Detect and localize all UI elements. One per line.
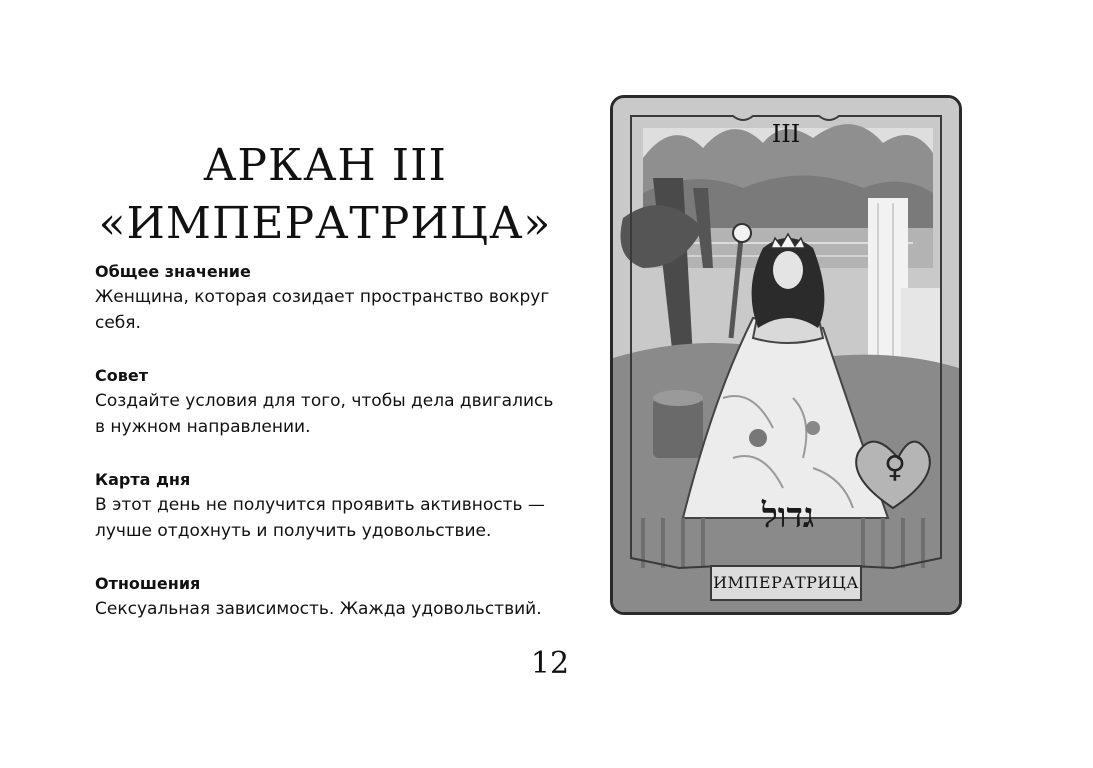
section-text-line: лучше отдохнуть и получить удовольствие.	[95, 521, 492, 541]
title-line-2: «ИМПЕРАТРИЦА»	[98, 198, 552, 250]
section-text-line: В этот день не получится проявить активность —	[95, 495, 545, 515]
section-advice	[95, 364, 555, 440]
card-hebrew-word: גדול	[761, 496, 815, 536]
section-text-line: себя.	[95, 313, 141, 333]
section-heading: Отношения	[95, 574, 201, 593]
section-relationships	[95, 572, 555, 622]
section-card-of-day	[95, 468, 555, 544]
section-text-line: Женщина, которая созидает пространство вокруг	[95, 287, 550, 307]
section-heading: Общее значение	[95, 262, 251, 281]
section-text-line: Сексуальная зависимость. Жажда удовольствий.	[95, 599, 542, 619]
section-heading: Карта дня	[95, 470, 191, 489]
page-number: 12	[530, 646, 570, 681]
section-general-meaning	[95, 260, 555, 336]
tarot-card	[610, 95, 962, 615]
section-text-line: Создайте условия для того, чтобы дела двигались	[95, 391, 554, 411]
card-name: ИМПЕРАТРИЦА	[713, 573, 859, 592]
page-title	[90, 137, 560, 253]
section-heading: Совет	[95, 366, 148, 385]
venus-icon: ♀	[884, 450, 906, 485]
title-line-1: АРКАН III	[203, 140, 447, 192]
section-text-line: в нужном направлении.	[95, 417, 311, 437]
card-numeral: III	[771, 120, 801, 148]
